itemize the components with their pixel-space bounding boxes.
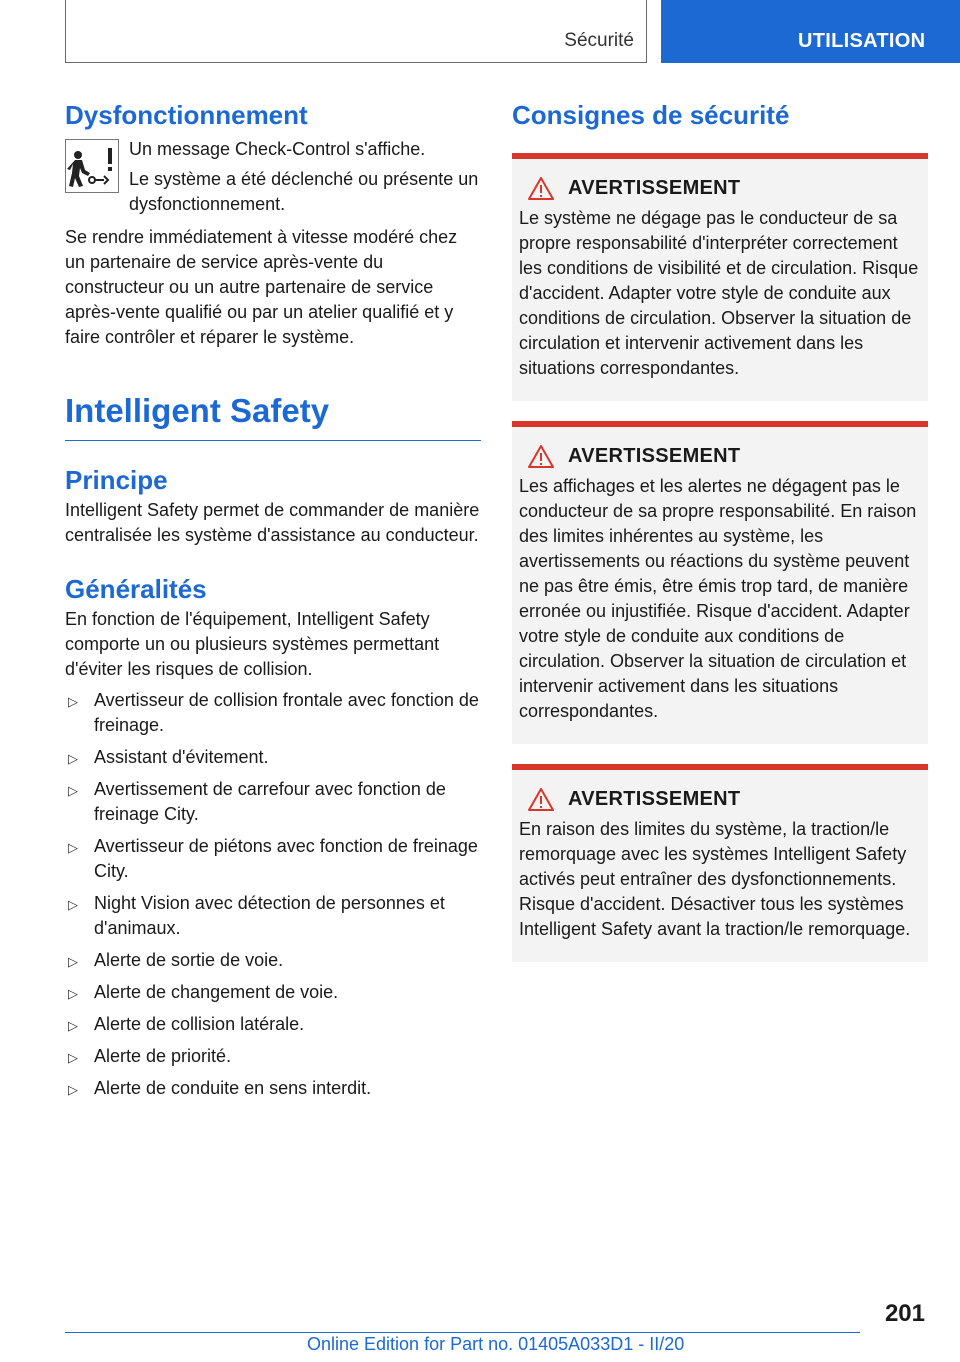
left-column — [65, 100, 481, 1108]
triangle-bullet-icon: ▷ — [68, 751, 78, 766]
dysfonctionnement-heading: Dysfonctionnement — [65, 100, 308, 130]
consignes-heading: Consignes de sécurité — [512, 100, 790, 130]
list-item: ▷ Alerte de conduite en sens interdit. — [65, 1076, 481, 1101]
triangle-bullet-icon: ▷ — [68, 1082, 78, 1097]
warning-triangle-icon — [528, 177, 554, 200]
triangle-bullet-icon: ▷ — [68, 1018, 78, 1033]
triangle-bullet-icon: ▷ — [68, 954, 78, 969]
triangle-bullet-icon: ▷ — [68, 897, 78, 912]
warning-triangle-icon — [528, 445, 554, 468]
warning-title: AVERTISSEMENT — [568, 177, 741, 199]
systems-list — [65, 688, 481, 1101]
warning-text: Le système ne dégage pas le conducteur de sa propre responsabilité d'interpréter correctement les conditions de visibilité et de circulation. Risque d'accident. Adapter votre style de conduite aux conditions de circulation. Observer la situation de circulation et intervenir activement dans les situations correspondantes. — [519, 208, 919, 378]
list-item: ▷ Alerte de changement de voie. — [65, 980, 481, 1005]
dysfonctionnement-body: Se rendre immédiatement à vitesse modéré chez un partenaire de service après-vente du constructeur ou un autre partenaire de service après-vente qualifié ou par un atelier qualifié et y faire contrôler et réparer le système. — [65, 227, 458, 347]
list-item: ▷ Alerte de collision latérale. — [65, 1012, 481, 1037]
warning-triangle-icon — [528, 788, 554, 811]
message-line-1: Un message Check-Control s'affiche. — [129, 139, 426, 159]
triangle-bullet-icon: ▷ — [68, 1050, 78, 1065]
generalites-body: En fonction de l'équipement, Intelligent Safety comporte un ou plusieurs systèmes permettant d'éviter les risques de collision. — [65, 609, 440, 679]
header-chapter-tab — [661, 0, 960, 63]
warning-title: AVERTISSEMENT — [568, 445, 741, 467]
list-item: ▷ Avertisseur de piétons avec fonction de freinage City. — [68, 836, 478, 881]
principe-heading: Principe — [65, 465, 168, 495]
triangle-bullet-icon: ▷ — [68, 783, 78, 798]
list-item: ▷ Alerte de sortie de voie. — [65, 948, 481, 973]
list-item: ▷ Night Vision avec détection de personnes et d'animaux. — [68, 893, 445, 938]
warning-title: AVERTISSEMENT — [568, 788, 741, 810]
list-item: ▷ Avertisseur de collision frontale avec fonction de freinage. — [68, 690, 479, 735]
header-section-title: Sécurité — [564, 30, 634, 51]
footer-divider — [65, 1332, 860, 1333]
header-chapter-title: UTILISATION — [798, 30, 926, 52]
triangle-bullet-icon: ▷ — [68, 694, 78, 709]
generalites-heading: Généralités — [65, 574, 207, 604]
warning-text: Les affichages et les alertes ne dégagent pas le conducteur de sa propre responsabilité. En raison des limites inhérentes au système, les avertissements ou réactions du système peuvent ne pas être émis, être émis trop tard, de manière erronée ou injustifiée. Risque d'accident. Adapter votre style de conduite aux conditions de circulation. Observer la situation de circulation et intervenir activement dans les situations correspondantes. — [519, 476, 917, 721]
triangle-bullet-icon: ▷ — [68, 986, 78, 1001]
list-item: ▷ Alerte de priorité. — [65, 1044, 481, 1069]
triangle-bullet-icon: ▷ — [68, 840, 78, 855]
warning-box-3 — [512, 764, 928, 962]
person-warning-icon — [65, 139, 119, 193]
footer-edition: Online Edition for Part no. 01405A033D1 - II/20 — [307, 1334, 685, 1354]
warning-box-2 — [512, 421, 928, 744]
principe-body: Intelligent Safety permet de commander de manière centralisée les système d'assistance au conducteur. — [65, 500, 480, 545]
message-line-2: Le système a été déclenché ou présente un dysfonctionnement. — [129, 169, 479, 214]
intelligent-safety-title: Intelligent Safety — [65, 392, 481, 441]
warning-box-1 — [512, 153, 928, 401]
right-column — [512, 100, 928, 962]
check-control-message — [65, 137, 481, 217]
page-number: 201 — [884, 1300, 925, 1327]
list-item: ▷ Avertissement de carrefour avec fonction de freinage City. — [68, 779, 446, 824]
warning-text: En raison des limites du système, la traction/le remorquage avec les systèmes Intelligent Safety activés peut entraîner des dysfonctionnements. Risque d'accident. Désactiver tous les systèmes Intelligent Safety avant la traction/le remorquage. — [519, 819, 911, 939]
header-section-box — [65, 0, 647, 63]
list-item: ▷ Assistant d'évitement. — [65, 745, 481, 770]
